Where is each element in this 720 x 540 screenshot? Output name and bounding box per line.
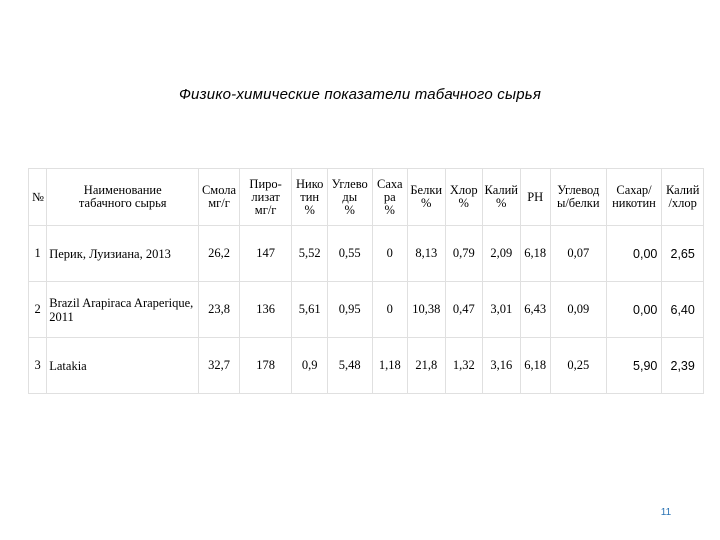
value-cell: 2,39 [662, 338, 704, 394]
value-cell: 1,18 [372, 338, 407, 394]
raw-material-name: Latakia [47, 338, 199, 394]
value-cell: 147 [239, 226, 292, 282]
header-sugar-nicotine-ratio: Сахар/ никотин [606, 169, 662, 226]
value-cell: 0,00 [606, 282, 662, 338]
row-number: 2 [29, 282, 47, 338]
value-cell: 32,7 [199, 338, 240, 394]
header-pyrolysate: Пиро- лизат мг/г [239, 169, 292, 226]
raw-material-name: Перик, Луизиана, 2013 [47, 226, 199, 282]
value-cell: 26,2 [199, 226, 240, 282]
value-cell: 0,55 [327, 226, 372, 282]
value-cell: 10,38 [408, 282, 446, 338]
header-row [29, 169, 704, 226]
value-cell: 5,48 [327, 338, 372, 394]
value-cell: 136 [239, 282, 292, 338]
header-chlorine: Хлор % [445, 169, 483, 226]
value-cell: 0,25 [550, 338, 606, 394]
value-cell: 0,00 [606, 226, 662, 282]
header-carbohydrates: Углево ды % [327, 169, 372, 226]
header-potassium-chlorine-ratio: Калий /хлор [662, 169, 704, 226]
value-cell: 2,09 [483, 226, 521, 282]
value-cell: 0,9 [292, 338, 327, 394]
table-row [29, 338, 704, 394]
header-carbs-proteins-ratio: Углевод ы/белки [550, 169, 606, 226]
value-cell: 0 [372, 226, 407, 282]
value-cell: 6,40 [662, 282, 704, 338]
value-cell: 0,79 [445, 226, 483, 282]
value-cell: 0 [372, 282, 407, 338]
value-cell: 0,09 [550, 282, 606, 338]
value-cell: 0,95 [327, 282, 372, 338]
value-cell: 5,90 [606, 338, 662, 394]
value-cell: 21,8 [408, 338, 446, 394]
value-cell: 0,47 [445, 282, 483, 338]
header-number: № [29, 169, 47, 226]
table-row [29, 282, 704, 338]
page-number: 11 [660, 507, 672, 518]
value-cell: 5,52 [292, 226, 327, 282]
header-resin: Смола мг/г [199, 169, 240, 226]
row-number: 1 [29, 226, 47, 282]
table-row [29, 226, 704, 282]
header-sugars: Саха ра % [372, 169, 407, 226]
value-cell: 6,43 [520, 282, 550, 338]
header-ph: РН [520, 169, 550, 226]
value-cell: 5,61 [292, 282, 327, 338]
header-name: Наименование табачного сырья [47, 169, 199, 226]
value-cell: 3,01 [483, 282, 521, 338]
value-cell: 0,07 [550, 226, 606, 282]
value-cell: 23,8 [199, 282, 240, 338]
value-cell: 1,32 [445, 338, 483, 394]
header-nicotine: Нико тин % [292, 169, 327, 226]
value-cell: 3,16 [483, 338, 521, 394]
value-cell: 6,18 [520, 338, 550, 394]
value-cell: 178 [239, 338, 292, 394]
row-number: 3 [29, 338, 47, 394]
value-cell: 2,65 [662, 226, 704, 282]
header-potassium: Калий % [483, 169, 521, 226]
value-cell: 8,13 [408, 226, 446, 282]
raw-material-name: Brazil Arapiraca Araperique, 2011 [47, 282, 199, 338]
tobacco-properties-table [28, 168, 704, 394]
header-proteins: Белки % [408, 169, 446, 226]
slide-title: Физико-химические показатели табачного сырья [178, 86, 542, 103]
value-cell: 6,18 [520, 226, 550, 282]
